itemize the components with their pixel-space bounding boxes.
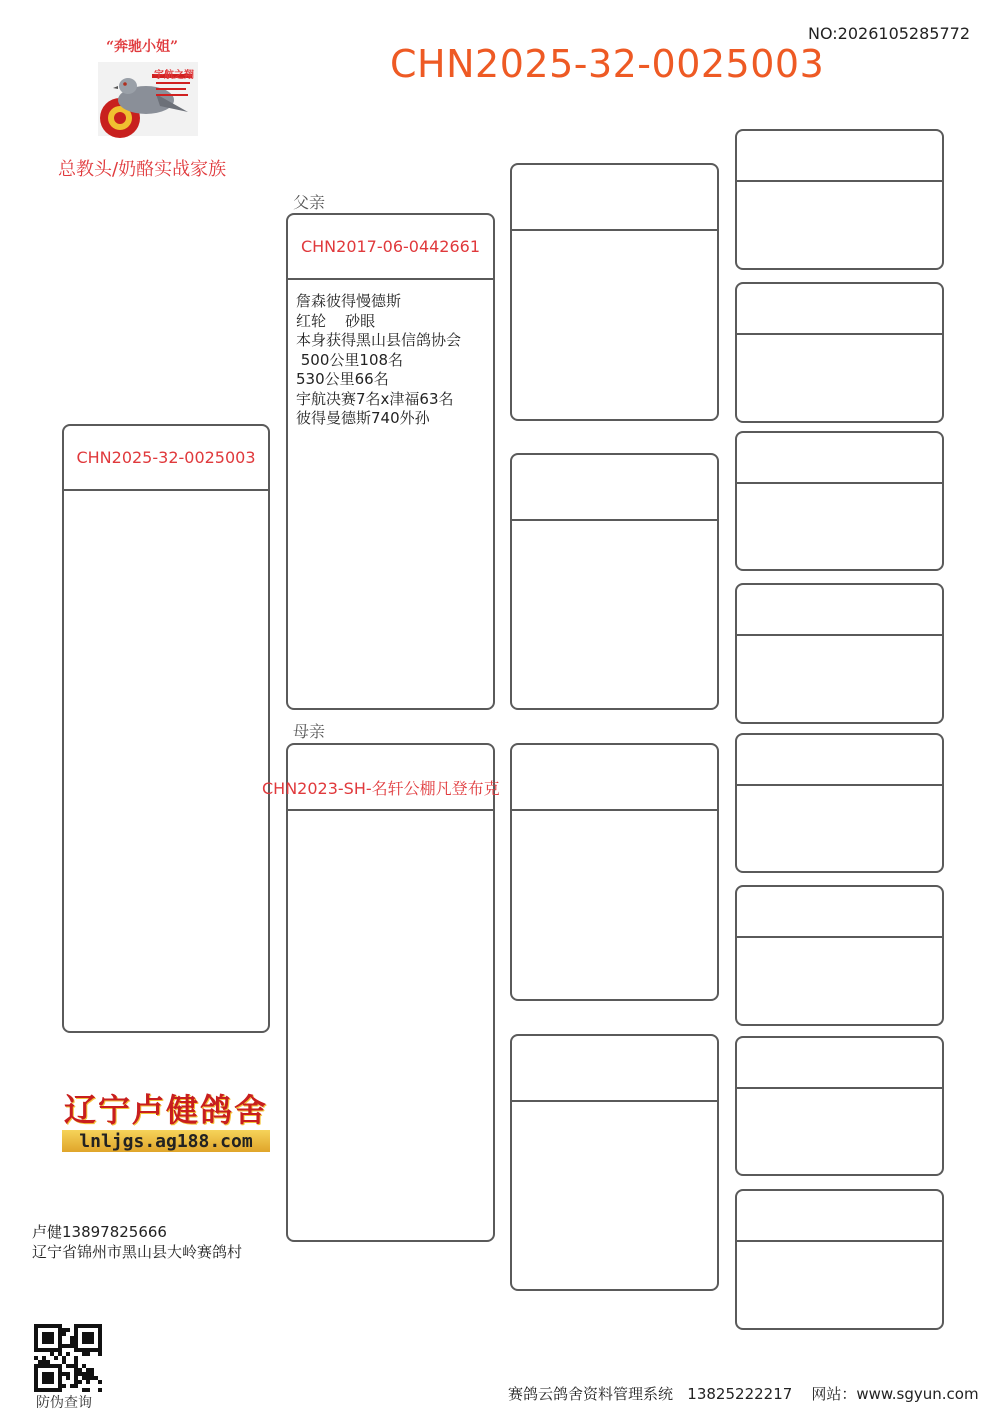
subject-ring-number: CHN2025-32-0025003 [76,448,256,467]
father-detail-line: 红轮 砂眼 [296,311,376,330]
logo-subtext: 宇航之翔 [154,70,194,81]
card-header [512,165,717,231]
father-card-header [288,215,493,280]
paternal-grandmother-card [510,453,719,710]
card-header [512,455,717,521]
qr-code [34,1324,102,1392]
paternal-grandfather-card [510,163,719,421]
great-grandparent-card-5 [735,733,944,873]
loft-banner [62,1088,270,1152]
great-grandparent-card-7 [735,1036,944,1176]
card-header [737,284,942,335]
father-details [288,292,469,429]
page-title: CHN2025-32-0025003 [390,42,825,86]
father-detail-line: 530公里66名 [296,370,389,388]
great-grandparent-card-1 [735,129,944,270]
card-header [512,745,717,811]
card-header [737,735,942,786]
card-header [737,887,942,938]
card-header [737,433,942,484]
subject-card [62,424,270,1033]
document-number: NO:2026105285772 [808,24,971,43]
qr-code-icon [34,1324,102,1392]
card-header [737,131,942,182]
family-name: 总教头/奶酪实战家族 [58,159,227,180]
maternal-grandmother-card [510,1034,719,1291]
contact-address: 辽宁省锦州市黑山县大岭赛鸽村 [32,1243,243,1261]
father-detail-line: 詹森彼得慢德斯 [296,292,402,310]
contact-phone: 卢健13897825666 [32,1223,167,1241]
subject-card-header [64,426,268,491]
mother-card [286,743,495,1242]
father-detail-line: 500公里108名 [296,350,404,369]
great-grandparent-card-4 [735,583,944,724]
father-detail-line: 彼得曼德斯740外孙 [296,409,430,427]
qr-caption: 防伪查询 [36,1395,92,1411]
card-header [737,585,942,636]
loft-logo [96,34,200,138]
card-header [737,1038,942,1089]
great-grandparent-card-8 [735,1189,944,1330]
father-detail-line: 宇航决赛7名x津福63名 [296,389,454,408]
maternal-grandfather-card [510,743,719,1001]
loft-name: 辽宁卢健鸽舍 [63,1091,268,1129]
mother-label: 母亲 [293,722,326,741]
father-ring-number: CHN2017-06-0442661 [300,237,481,256]
father-label: 父亲 [293,193,326,212]
card-header [512,1036,717,1102]
great-grandparent-card-2 [735,282,944,423]
great-grandparent-card-6 [735,885,944,1026]
father-card [286,213,495,710]
great-grandparent-card-3 [735,431,944,571]
mother-ring-number: CHN2023-SH-名轩公棚凡登布克 [262,779,500,798]
loft-website: lnljgs.ag188.com [62,1130,270,1152]
card-header [737,1191,942,1242]
father-detail-line: 本身获得黑山县信鸽协会 [296,331,462,349]
footer-system-info: 赛鸽云鸽舍资料管理系统 13825222217 网站：www.sgyun.com [508,1385,979,1403]
logo-text: “奔驰小姐” [106,39,179,55]
